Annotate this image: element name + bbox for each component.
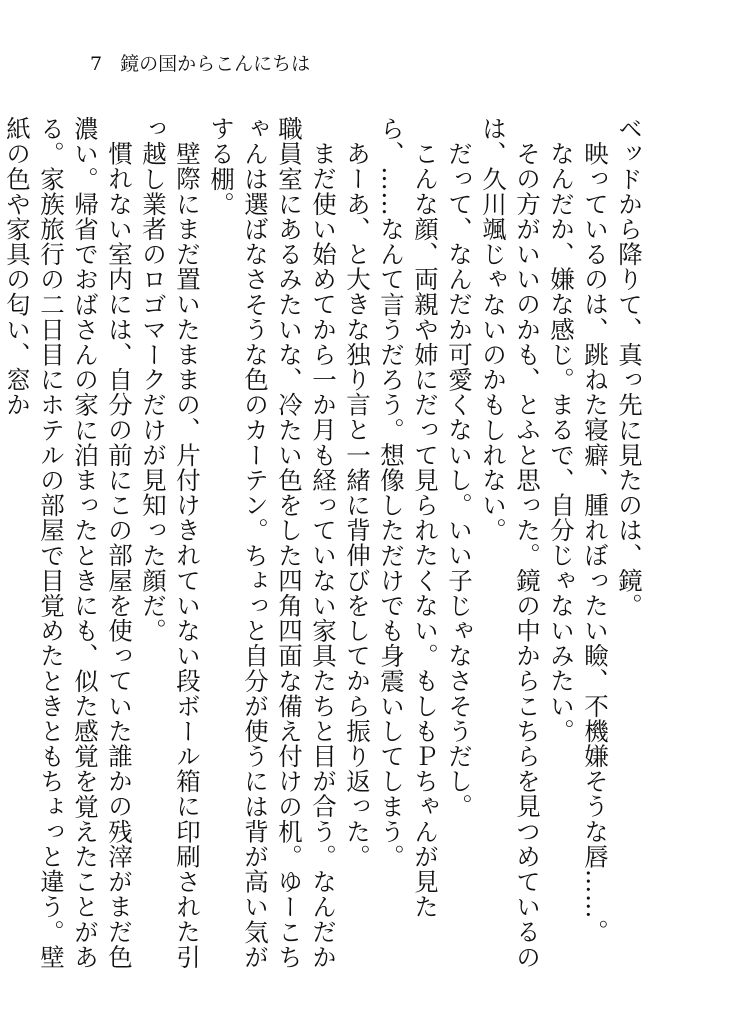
page-header: [90, 52, 310, 76]
paragraph: その方がいいのかも、とふと思った。鏡の中からこちらを見つめているのは、久川颯じゃないのかもしれない。: [479, 116, 542, 969]
paragraph: あーあ、と大きな独り言と一緒に背伸びをしてから振り返った。: [343, 140, 372, 869]
paragraph: こんな顔、両親や姉にだって見られたくない。もしもＰちゃんが見たら、……なんて言うだろう。想像しただけでも身震いしてしまう。: [377, 116, 440, 919]
chapter-title: 鏡の国からこんにちは: [120, 53, 311, 75]
paragraph: 壁際にまだ置いたままの、片付けきれていない段ボール箱に印刷された引っ越し業者のロゴマークだけが見知った顔だ。: [139, 116, 202, 969]
paragraph: ベッドから降りて、真っ先に見たのは、鏡。: [615, 116, 644, 618]
paragraph: なんだか、嫌な感じ。まるで、自分じゃないみたい。: [547, 140, 576, 743]
paragraph: 映っているのは、跳ねた寝癖、腫れぼったい瞼、不機嫌そうな唇……。: [581, 140, 610, 944]
page-number: 7: [90, 53, 103, 75]
paragraph: だって、なんだか可愛くないし。いい子じゃなさそうだし。: [445, 140, 474, 819]
novel-body-text: [3, 116, 646, 976]
paragraph: 慣れない室内には、自分の前にこの部屋を使っていた誰かの残滓がまだ色濃い。帰省でおばさんの家に泊まったときにも、似た感覚を覚えたことがある。家族旅行の二日目にホテルの部屋で目覚めたときともちょっと違う。壁紙の色や家具の匂い、窓か: [3, 116, 134, 970]
paragraph: まだ使い始めてから一か月も経っていない家具たちと目が合う。なんだか職員室にあるみたいな、冷たい色をした四角四面な備え付けの机。ゆーこちゃんは選ばなさそうな色のカーテン。ちょっと自分が使うには背が高い気がする棚。: [207, 116, 338, 970]
